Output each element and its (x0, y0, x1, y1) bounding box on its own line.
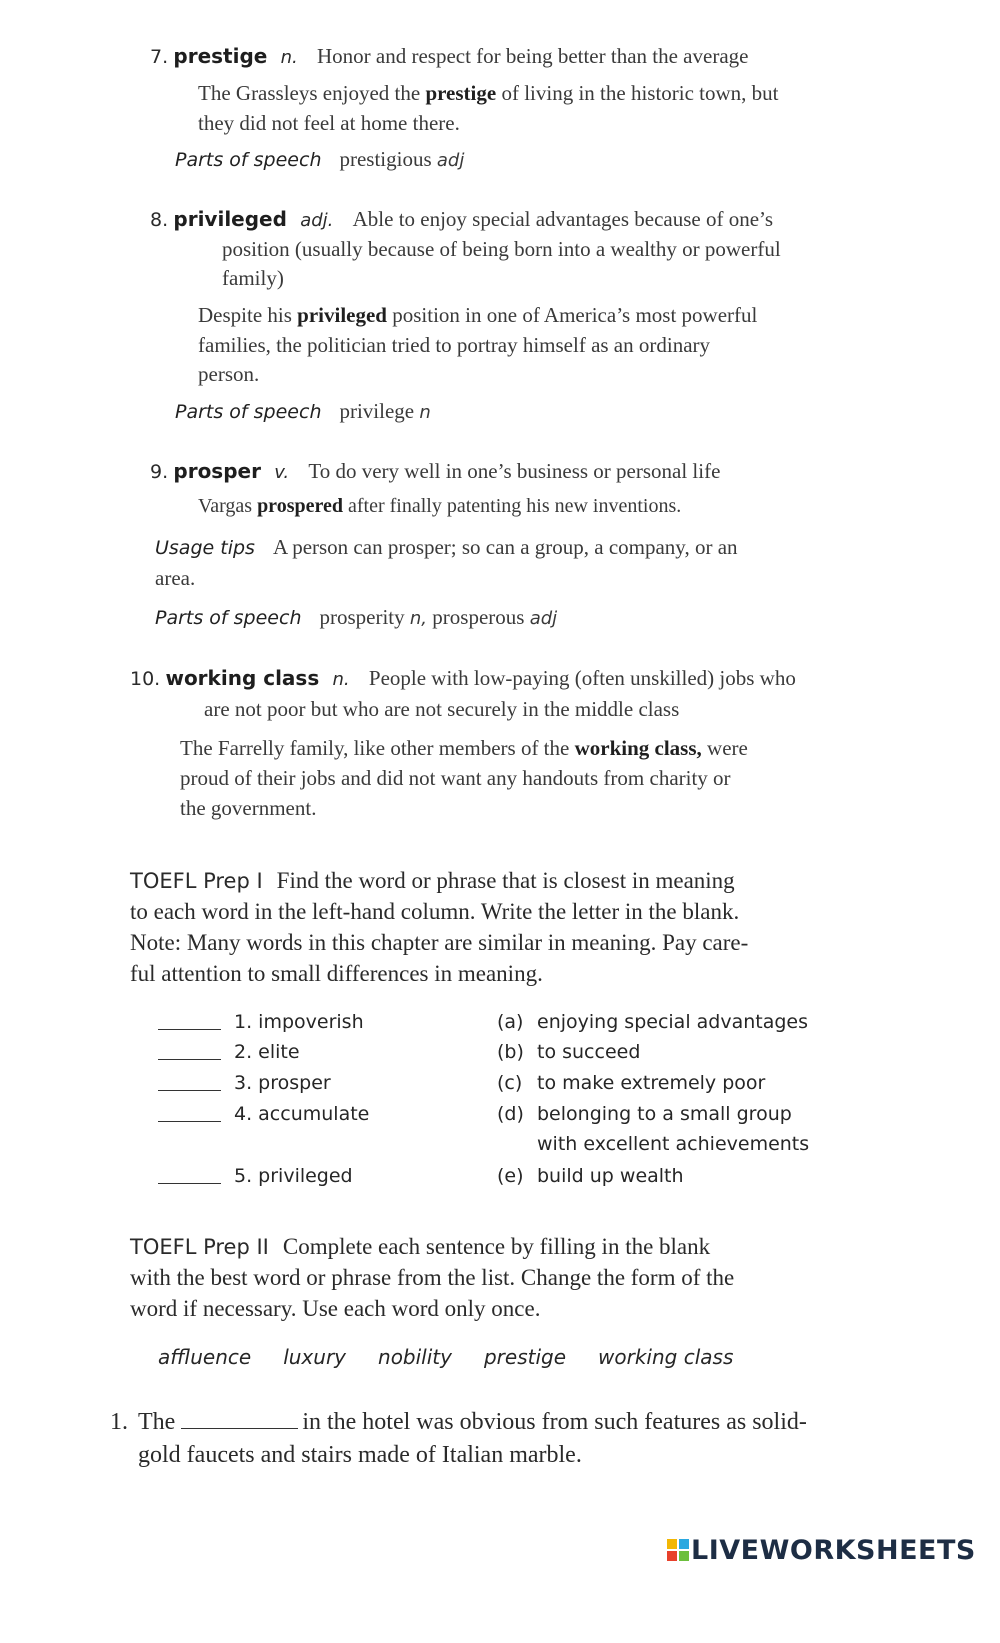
entry-8-definition-line-3: family) (222, 266, 284, 290)
entry-number: 10. (130, 668, 161, 690)
part-of-speech: adj. (300, 210, 334, 231)
toefl-prep-1-instructions-line-1: TOEFL Prep I Find the word or phrase that is closest in meaning (130, 868, 735, 893)
part-of-speech: v. (274, 462, 290, 483)
entry-8-parts-of-speech: Parts of speech privilege n (175, 399, 431, 423)
section-title: TOEFL Prep I (130, 869, 263, 893)
word-bank-item: prestige (483, 1345, 567, 1369)
match-option-d: (d) belonging to a small group (497, 1103, 792, 1125)
entry-number: 9. (150, 461, 169, 483)
example-keyword: working class, (574, 736, 702, 760)
parts-label: Parts of speech (175, 149, 322, 171)
definition: People with low-paying (often unskilled) jobs who (368, 666, 796, 690)
entry-8-heading (150, 207, 773, 232)
example-keyword: privileged (297, 303, 387, 327)
section-title: TOEFL Prep II (130, 1235, 269, 1259)
word-bank-item: working class (598, 1345, 734, 1369)
entry-9-usage-line-2: area. (155, 566, 196, 590)
entry-word: prestige (173, 44, 268, 68)
entry-word: privileged (173, 207, 287, 231)
entry-7-example-line-2: they did not feel at home there. (198, 111, 460, 135)
entry-8-example-line-2: families, the politician tried to portray himself as an ordinary (198, 333, 711, 357)
entry-7-heading (150, 44, 748, 69)
part-of-speech: n. (332, 669, 350, 690)
answer-blank-4[interactable] (158, 1121, 221, 1122)
entry-8-example-line-1: Despite his privileged position in one of America’s most powerful (198, 303, 758, 327)
toefl-prep-2-instructions-line-2: with the best word or phrase from the list. Change the form of the (130, 1265, 735, 1290)
answer-blank-1[interactable] (158, 1029, 221, 1030)
question-1-blank[interactable] (181, 1427, 298, 1429)
match-term-1: 1. impoverish (234, 1011, 364, 1033)
entry-10-example-line-3: the government. (180, 796, 317, 820)
definition: Able to enjoy special advantages because of one’s (352, 207, 774, 231)
entry-8-example-line-3: person. (198, 362, 260, 386)
match-option-a: (a) enjoying special advantages (497, 1011, 809, 1033)
entry-9-usage-tips: Usage tips A person can prosper; so can a group, a company, or an (155, 535, 738, 559)
entry-8-definition-line-2: position (usually because of being born into a wealthy or powerful (222, 237, 781, 261)
match-option-b: (b) to succeed (497, 1041, 641, 1063)
entry-9-heading (150, 459, 720, 484)
match-term-2: 2. elite (234, 1041, 300, 1063)
word-bank-item: luxury (283, 1345, 347, 1369)
parts-label: Parts of speech (175, 401, 322, 423)
match-option-e: (e) build up wealth (497, 1165, 684, 1187)
entry-9-example-line-1: Vargas prospered after finally patenting his new inventions. (198, 495, 682, 517)
entry-word: prosper (173, 459, 261, 483)
toefl-prep-2-instructions-line-3: word if necessary. Use each word only once. (130, 1296, 541, 1321)
match-term-3: 3. prosper (234, 1072, 331, 1094)
entry-10-example-line-2: proud of their jobs and did not want any handouts from charity or (180, 766, 731, 790)
liveworksheets-watermark (667, 1530, 976, 1570)
toefl-prep-2-instructions-line-1: TOEFL Prep II Complete each sentence by filling in the blank (130, 1234, 711, 1259)
match-option-c: (c) to make extremely poor (497, 1072, 766, 1094)
example-keyword: prospered (257, 495, 343, 517)
definition: Honor and respect for being better than the average (316, 44, 749, 68)
match-term-4: 4. accumulate (234, 1103, 370, 1125)
match-term-5: 5. privileged (234, 1165, 353, 1187)
example-keyword: prestige (425, 81, 497, 105)
question-1-line-2: gold faucets and stairs made of Italian marble. (138, 1442, 582, 1468)
entry-10-example-line-1: The Farrelly family, like other members of the working class, were (180, 736, 748, 760)
entry-10-definition-line-2: are not poor but who are not securely in the middle class (204, 697, 680, 721)
entry-number: 7. (150, 46, 169, 68)
entry-9-parts-of-speech: Parts of speech prosperity n, prosperous adj (155, 605, 558, 629)
watermark-text: LIVEWORKSHEETS (691, 1534, 976, 1566)
liveworksheets-logo-icon (667, 1539, 689, 1561)
definition: To do very well in one’s business or personal life (308, 459, 721, 483)
entry-7-parts-of-speech: Parts of speech prestigious adj (175, 147, 465, 171)
entry-7-example-line-1: The Grassleys enjoyed the prestige of living in the historic town, but (198, 81, 779, 105)
toefl-prep-1-instructions-line-3: Note: Many words in this chapter are similar in meaning. Pay care- (130, 930, 749, 955)
answer-blank-3[interactable] (158, 1090, 221, 1091)
toefl-prep-1-instructions-line-4: ful attention to small differences in meaning. (130, 961, 543, 986)
question-1-line-1: 1. The in the hotel was obvious from such features as solid- (110, 1409, 807, 1435)
word-bank-item: affluence (158, 1345, 252, 1369)
answer-blank-5[interactable] (158, 1183, 221, 1184)
entry-word: working class (165, 666, 320, 690)
entry-number: 8. (150, 209, 169, 231)
toefl-prep-1-instructions-line-2: to each word in the left-hand column. Write the letter in the blank. (130, 899, 740, 924)
part-of-speech: n. (280, 47, 298, 68)
word-bank-item: nobility (378, 1345, 452, 1369)
parts-label: Parts of speech (155, 607, 302, 629)
question-number: 1. (110, 1409, 128, 1435)
answer-blank-2[interactable] (158, 1059, 221, 1060)
usage-label: Usage tips (155, 537, 255, 559)
word-bank (158, 1345, 733, 1369)
match-option-d-continued: with excellent achievements (537, 1133, 810, 1155)
entry-10-heading (130, 666, 796, 691)
